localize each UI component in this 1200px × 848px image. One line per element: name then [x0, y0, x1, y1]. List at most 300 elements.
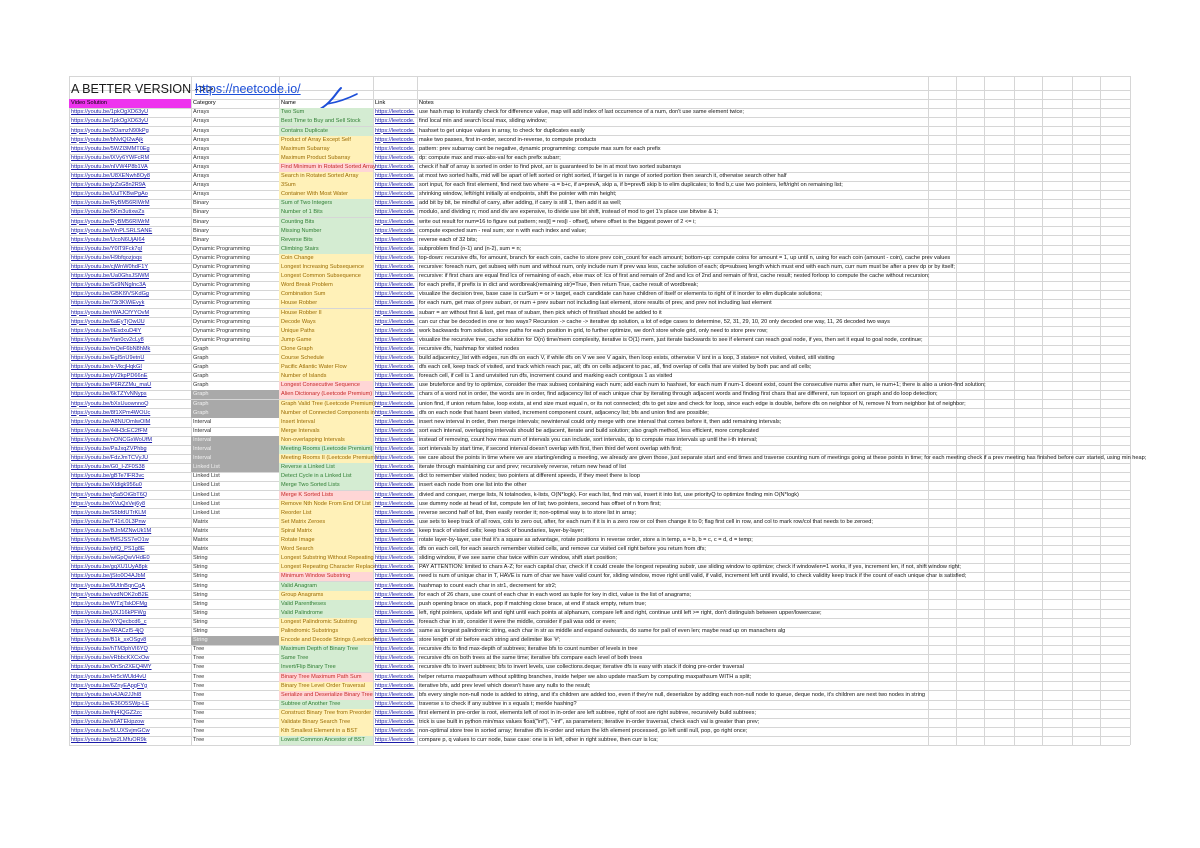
problem-name-cell: Same Tree [279, 654, 373, 663]
notes-cell: subproblem find (n-1) and (n-2), sum = n; [419, 245, 522, 252]
problem-name-cell: Sum of Two Integers [279, 199, 373, 208]
problem-name-cell: Insert Interval [279, 418, 373, 427]
category-cell: Dynamic Programming [193, 327, 250, 334]
problem-link-cell[interactable]: https://leetcode. [375, 136, 415, 143]
category-cell: String [191, 636, 279, 645]
notes-cell: for each of 26 chars, use count of each char in each word as tuple for key in dict, value is the list of anagrams; [419, 591, 692, 598]
category-cell: Linked List [191, 463, 279, 472]
problem-link-cell[interactable]: https://leetcode. [375, 364, 415, 371]
problem-name-cell: Reverse Bits [279, 236, 373, 245]
video-url-cell[interactable]: https://youtu.be/jJXJ16kPFWg [71, 609, 146, 616]
problem-link-cell[interactable]: https://leetcode. [375, 154, 415, 161]
notes-cell: we care about the points in time where we are starting/ending a meeting, we already are given those, just separate start and end times and traverse counting num of meetings going at these points in time; for each meeting check if a prev meeting has finished before curr started, using min heap; [419, 455, 1147, 462]
video-url-cell[interactable]: https://youtu.be/jzZsG8n2R9A [71, 182, 146, 189]
notes-cell: iterate through maintaining cur and prev; recursively reverse, return new head of list [419, 464, 627, 471]
video-url-cell[interactable]: https://youtu.be/9UtInBqnCgA [71, 582, 146, 589]
problem-link-cell[interactable]: https://leetcode. [375, 482, 415, 489]
category-cell: Tree [193, 682, 205, 689]
video-url-cell[interactable]: https://youtu.be/gBTe7lFR3vc [71, 473, 145, 480]
video-url-cell[interactable]: https://youtu.be/WTzjTskDFMg [71, 600, 148, 607]
video-url-cell[interactable]: https://youtu.be/PaJxqZVPhbg [71, 446, 147, 452]
notes-cell: check if half of array is sorted in order to find pivot, arr is guaranteed to be in at most two sorted subarrays [419, 163, 682, 170]
problem-link-cell[interactable]: https://leetcode. [375, 200, 415, 207]
problem-link-cell[interactable]: https://leetcode. [375, 127, 415, 134]
problem-link-cell[interactable]: https://leetcode. [375, 109, 415, 116]
header-category: Category [193, 100, 216, 106]
video-url-cell[interactable]: https://youtu.be/rWAJCfYYOvM [71, 309, 150, 316]
category-cell: String [193, 564, 208, 571]
category-cell: Graph [191, 390, 279, 399]
problem-name-cell: Palindromic Substrings [279, 627, 373, 636]
video-url-cell[interactable]: https://youtu.be/73r3KWiEvyk [71, 300, 145, 307]
problem-link-cell[interactable]: https://leetcode. [375, 673, 415, 680]
video-url-cell[interactable]: https://youtu.be/6aEyTjOwlJU [71, 318, 145, 325]
problem-name-cell: Number of Connected Components in [281, 409, 375, 416]
notes-cell: same as longest palindromic string, each char in str as middle and expand outwards, do same for pali of even len; maybe read up on manachers alg [419, 628, 786, 634]
problem-link-cell[interactable]: https://leetcode. [375, 236, 415, 243]
video-url-cell[interactable]: https://youtu.be/EgI5nU9etnU [71, 355, 145, 361]
video-url-cell[interactable]: https://youtu.be/gqXU1UyA8pk [71, 564, 148, 571]
notes-cell: shrinking window, left/right initially at endpoints, shift the pointer with min height; [419, 191, 617, 198]
category-cell: String [193, 609, 208, 616]
video-url-cell[interactable]: https://youtu.be/Hr5cWUld4vU [71, 673, 147, 680]
banner-link[interactable]: https://neetcode.io/ [195, 82, 301, 96]
category-cell: Dynamic Programming [193, 318, 250, 325]
notes-cell: union find, if union return false, loop exists, at end size must equal n, or its not connected; dfs to get size and check for loop, since each edge is double, before dfs on neighbor of N, remove N from neighbor list of neighbor; [419, 400, 966, 407]
grid-col-line [956, 76, 957, 745]
video-url-cell[interactable]: https://youtu.be/pV2kpPD66nE [71, 373, 148, 380]
problem-name-cell: Set Matrix Zeroes [279, 518, 373, 527]
notes-cell: recursive: if first chars are equal find lcs of remaining of each, else max of: lcs of first and remain of 2nd and lcs of 2nd and remain of first, cache result; nested forloop to compute the cache without recursion; [419, 273, 930, 280]
problem-link-cell[interactable]: https://leetcode. [375, 655, 415, 662]
notes-cell: use dummy node at head of list, compute len of list; two pointers, second has offset of n from first; [419, 500, 661, 507]
notes-cell: need is num of unique char in T, HAVE is num of char we have valid count for, sliding window, move right until valid, if valid, increment left until invalid, to check validity keep track if the count of each unique char is satisfied; [419, 573, 967, 580]
problem-name-cell: Alien Dictionary (Leetcode Premium) [281, 391, 373, 398]
problem-link-cell[interactable]: https://leetcode. [375, 409, 415, 416]
notes-cell: keep track of visited cells; keep track of boundaries, layer-by-layer; [419, 527, 585, 534]
category-cell: Arrays [193, 173, 210, 179]
video-url-cell[interactable]: https://youtu.be/s6ATEkipzow [71, 719, 145, 725]
category-cell: String [193, 591, 208, 598]
video-url-cell[interactable]: https://youtu.be/bNvIQI2wAjk [71, 136, 144, 143]
problem-name-cell: Longest Palindromic Substring [279, 618, 373, 627]
category-cell: Matrix [193, 537, 209, 543]
video-url-cell[interactable]: https://youtu.be/cjWnW0hdF1Y [71, 264, 149, 270]
problem-link-cell[interactable]: https://leetcode. [375, 254, 415, 261]
grid-col-line [1072, 76, 1073, 745]
video-url-cell[interactable]: https://youtu.be/q5a5OiGbT6Q [71, 491, 148, 498]
problem-name-cell: Coin Change [279, 254, 373, 263]
problem-link-cell[interactable]: https://leetcode. [375, 218, 415, 225]
header-link: Link [375, 100, 386, 106]
problem-link-cell[interactable]: https://leetcode. [375, 628, 415, 634]
category-cell: Graph [191, 400, 279, 409]
problem-name-cell: Reorder List [279, 509, 373, 518]
video-url-cell[interactable]: https://youtu.be/U8XENwh8Oy8 [71, 173, 150, 179]
category-cell: Graph [193, 382, 209, 389]
video-url-cell[interactable]: https://youtu.be/wiGpQwVHdE0 [71, 555, 150, 562]
problem-name-cell: 3Sum [279, 181, 373, 190]
notes-cell: iterative bfs, add prev level which doesn't have any nulls to the result; [419, 682, 591, 689]
category-cell: Interval [193, 418, 212, 425]
problem-name-cell: Two Sum [279, 108, 373, 117]
problem-name-cell: Best Time to Buy and Sell Stock [279, 117, 373, 126]
video-url-cell[interactable]: https://youtu.be/nIVW4P8b1VA [71, 163, 148, 170]
problem-link-cell[interactable]: https://leetcode. [375, 382, 415, 389]
problem-link-cell[interactable]: https://leetcode. [375, 173, 415, 179]
problem-link-cell[interactable]: https://leetcode. [375, 427, 415, 434]
category-cell: Linked List [193, 500, 220, 507]
video-url-cell[interactable]: https://youtu.be/H9bfqozjoqs [71, 254, 142, 261]
category-cell: String [193, 573, 208, 580]
notes-cell: dict to remember visited nodes; two pointers at different speeds, if they meet there is loop [419, 473, 640, 480]
category-cell: Tree [193, 655, 205, 662]
video-url-cell[interactable]: https://youtu.be/Ua0GhsJSlWM [71, 273, 150, 280]
problem-link-cell[interactable]: https://leetcode. [375, 282, 415, 289]
video-url-cell[interactable]: https://youtu.be/4RACzI5-4jQ [71, 628, 144, 634]
notes-cell: push opening brace on stack, pop if matching close brace, at end if stack empty, return true; [419, 600, 647, 607]
problem-link-cell[interactable]: https://leetcode. [375, 245, 415, 252]
video-url-cell[interactable]: https://youtu.be/6ZnyEApgFYg [71, 682, 148, 689]
problem-link-cell[interactable]: https://leetcode. [375, 418, 415, 425]
problem-name-cell: House Robber II [279, 309, 373, 318]
notes-cell: foreach char in str, consider it were the middle, consider if pali was odd or even; [419, 618, 617, 625]
problem-link-cell[interactable]: https://leetcode. [375, 446, 415, 452]
problem-link-cell[interactable]: https://leetcode. [375, 400, 415, 407]
video-url-cell[interactable]: https://youtu.be/fMSJSS7eO1w [71, 537, 149, 543]
notes-cell: recursive: foreach num, get subseq with num and without num, only include num if prev was less, cache solution of each; dp=subseq length which must end with each num, curr num must be after a prev dp or by itself; [419, 264, 955, 270]
category-cell: Linked List [193, 509, 220, 516]
category-cell: Arrays [193, 109, 210, 116]
notes-cell: make two passes, first in-order, second in-reverse, to compute products [419, 136, 597, 143]
category-cell: Tree [193, 664, 205, 671]
category-cell: Linked List [193, 482, 220, 489]
problem-link-cell[interactable]: https://leetcode. [375, 227, 415, 234]
category-cell: Dynamic Programming [193, 273, 250, 280]
problem-link-cell[interactable]: https://leetcode. [375, 327, 415, 334]
video-url-cell[interactable]: https://youtu.be/s-VkcjHqkGI [71, 364, 142, 371]
problem-link-cell[interactable]: https://leetcode. [375, 700, 415, 707]
category-cell: Arrays [193, 136, 210, 143]
video-url-cell[interactable]: https://youtu.be/nONCGxWoUfM [71, 436, 153, 443]
category-cell: Binary [193, 200, 209, 207]
video-url-cell[interactable]: https://youtu.be/1pkOgXD63yU [71, 109, 149, 116]
category-cell: String [193, 582, 208, 589]
problem-name-cell: Maximum Product Subarray [279, 154, 373, 163]
problem-name-cell: Container With Most Water [279, 190, 373, 199]
problem-name-cell: Valid Anagram [279, 582, 373, 591]
video-url-cell[interactable]: https://youtu.be/E36O5SWp-LE [71, 700, 150, 707]
problem-link-cell[interactable]: https://leetcode. [375, 491, 415, 498]
problem-name-cell: Graph Valid Tree (Leetcode Premium) [281, 400, 376, 407]
grid-col-line [1130, 76, 1131, 745]
video-url-cell[interactable]: https://youtu.be/RyBM56RIWrM [71, 200, 150, 207]
category-cell: Interval [191, 436, 279, 445]
problem-name-cell: Merge Intervals [279, 427, 373, 436]
problem-link-cell[interactable]: https://leetcode. [375, 273, 415, 280]
notes-cell: traverse s to check if any subtree in s equals t; merkle hashing? [419, 700, 577, 707]
video-url-cell[interactable]: https://youtu.be/Yan0cv2cLy8 [71, 336, 144, 343]
problem-link-cell[interactable]: https://leetcode. [375, 464, 415, 471]
video-url-cell[interactable]: https://youtu.be/BJnMZNwUk1M [71, 527, 152, 534]
category-cell: Tree [193, 691, 205, 698]
category-cell: Arrays [193, 145, 210, 152]
category-cell: Arrays [193, 163, 210, 170]
video-url-cell[interactable]: https://youtu.be/vRbbcKXCxOw [71, 655, 150, 662]
video-url-cell[interactable]: https://youtu.be/S5bfdUTrKLM [71, 509, 147, 516]
video-url-cell[interactable]: https://youtu.be/G0_I-ZF0S38 [71, 464, 145, 471]
problem-name-cell: Invert/Flip Binary Tree [279, 663, 373, 672]
problem-name-cell: Missing Number [279, 227, 373, 236]
category-cell: Dynamic Programming [193, 264, 250, 270]
video-url-cell[interactable]: https://youtu.be/44H3cEC2fFM [71, 427, 148, 434]
problem-link-cell[interactable]: https://leetcode. [375, 163, 415, 170]
grid-row-line [69, 76, 1130, 77]
category-cell: String [193, 555, 208, 562]
notes-cell: pattern: prev subarray cant be negative, dynamic programming: compute max sum for each prefix [419, 145, 661, 152]
problem-name-cell: Reverse a Linked List [279, 463, 373, 472]
video-url-cell[interactable]: https://youtu.be/XYQecbcd6_c [71, 618, 147, 625]
problem-link-cell[interactable]: https://leetcode. [375, 300, 415, 307]
grid-col-line [928, 76, 929, 745]
video-url-cell[interactable]: https://youtu.be/ihj4IQGZ2zc [71, 709, 142, 716]
video-url-cell[interactable]: https://youtu.be/6kTZYvNNyps [71, 391, 147, 398]
notes-cell: recursive dfs to invert subtrees; bfs to invert levels, use collections.deque; iterative dfs is easy with stack if doing pre-order traversal [419, 664, 744, 671]
problem-name-cell: Group Anagrams [279, 591, 373, 600]
problem-link-cell[interactable]: https://leetcode. [375, 646, 415, 653]
problem-name-cell: Kth Smallest Element in a BST [279, 727, 373, 736]
video-url-cell[interactable]: https://youtu.be/P6RZZMu_maU [71, 382, 152, 389]
notes-cell: build adjacentcy_list with edges, run dfs on each V, if while dfs on V we see V again, then loop exists, otherwise V isnt in a loop, 3 states= not visited, visited, still visiting [419, 355, 835, 361]
video-url-cell[interactable]: https://youtu.be/jSto0O4AJbM [71, 573, 146, 580]
problem-link-cell[interactable]: https://leetcode. [375, 118, 415, 125]
category-cell: Dynamic Programming [193, 300, 250, 307]
category-cell: Dynamic Programming [193, 245, 250, 252]
category-cell: Tree [193, 728, 205, 735]
problem-link-cell[interactable]: https://leetcode. [375, 473, 415, 480]
problem-link-cell[interactable]: https://leetcode. [375, 209, 415, 216]
problem-name-cell: Subtree of Another Tree [279, 700, 373, 709]
notes-cell: sort intervals by start time, if second interval doesn't overlap with first, then third def wont overlap with first; [419, 446, 682, 452]
problem-name-cell: Jump Game [279, 336, 373, 345]
category-cell: Matrix [193, 518, 209, 525]
header-notes: Notes [419, 100, 434, 106]
notes-cell: hashset to get unique values in array, to check for duplicates easily [419, 127, 585, 134]
problem-link-cell[interactable]: https://leetcode. [375, 291, 415, 298]
video-url-cell[interactable]: https://youtu.be/Sx9NNgInc3A [71, 282, 146, 289]
problem-link-cell[interactable]: https://leetcode. [375, 618, 415, 625]
problem-link-cell[interactable]: https://leetcode. [375, 373, 415, 380]
video-url-cell[interactable]: https://youtu.be/5LUXSvjmGCw [71, 728, 150, 735]
category-cell: Interval [191, 445, 279, 454]
category-cell: Dynamic Programming [193, 254, 250, 261]
problem-name-cell: Longest Repeating Character Replace [281, 564, 377, 571]
notes-cell: insert each node from one list into the other [419, 482, 527, 489]
problem-link-cell[interactable]: https://leetcode. [375, 527, 415, 534]
notes-cell: PAY ATTENTION: limited to chars A-Z; for each capital char, check if it could create the longest repeating substr, use sliding window to optimize; check if windowlen=1 works, if yes, increment len, if not, shift window right; [419, 564, 961, 571]
video-url-cell[interactable]: https://youtu.be/T41rL0L3Pnw [71, 518, 146, 525]
video-url-cell[interactable]: https://youtu.be/UcoN6UjAI64 [71, 236, 145, 243]
category-cell: Matrix [193, 546, 209, 553]
problem-name-cell: Pacific Atlantic Water Flow [279, 363, 373, 372]
problem-name-cell: Valid Parentheses [279, 600, 373, 609]
problem-link-cell[interactable]: https://leetcode. [375, 500, 415, 507]
problem-link-cell[interactable]: https://leetcode. [375, 309, 415, 316]
notes-cell: for each num, get max of prev subarr, or num + prev subarr not including last element, store results of prev, and prev not including last element [419, 300, 772, 307]
category-cell: Linked List [193, 491, 220, 498]
problem-link-cell[interactable]: https://leetcode. [375, 546, 415, 553]
category-cell: Graph [193, 364, 209, 371]
problem-name-cell: Number of Islands [279, 372, 373, 381]
problem-name-cell: Find Minimum in Rotated Sorted Array [281, 163, 376, 170]
notes-cell: sort input, for each first element, find next two where -a = b+c, if a=prevA, skip a, if b=prevB skip b to elim duplicates; to find b,c use two pointers, left/right on remaining list; [419, 182, 843, 189]
video-url-cell[interactable]: https://youtu.be/mQeF6bN8hMk [71, 345, 151, 352]
category-cell: Graph [193, 373, 209, 380]
problem-link-cell[interactable]: https://leetcode. [375, 518, 415, 525]
problem-name-cell: Meeting Rooms II (Leetcode Premium) [281, 455, 378, 462]
problem-name-cell: Climbing Stairs [279, 245, 373, 254]
problem-link-cell[interactable]: https://leetcode. [375, 709, 415, 716]
video-url-cell[interactable]: https://youtu.be/OnSn2XEQ4MY [71, 664, 152, 671]
category-cell: Arrays [193, 191, 210, 198]
video-url-cell[interactable]: https://youtu.be/GBKI9VSKdGg [71, 291, 150, 298]
video-url-cell[interactable]: https://youtu.be/5Km3utixwZs [71, 209, 145, 216]
problem-link-cell[interactable]: https://leetcode. [375, 455, 415, 462]
problem-link-cell[interactable]: https://leetcode. [375, 391, 415, 398]
notes-cell: foreach cell, if cell is 1 and unvisited run dfs, increment cound and marking each contigous 1 as visited [419, 373, 673, 380]
problem-link-cell[interactable]: https://leetcode. [375, 555, 415, 562]
video-url-cell[interactable]: https://youtu.be/1pkOgXD63yU [71, 118, 149, 125]
problem-link-cell[interactable]: https://leetcode. [375, 182, 415, 189]
video-url-cell[interactable]: https://youtu.be/B1k_sxOSgv8 [71, 637, 147, 644]
video-url-cell[interactable]: https://youtu.be/vzdNOK2oB2E [71, 591, 149, 598]
category-cell: Tree [193, 709, 205, 716]
video-url-cell[interactable]: https://youtu.be/pfiQ_PS1g8E [71, 546, 145, 553]
problem-link-cell[interactable]: https://leetcode. [375, 345, 415, 352]
category-cell: Graph [193, 345, 209, 352]
problem-link-cell[interactable]: https://leetcode. [375, 591, 415, 598]
problem-link-cell[interactable]: https://leetcode. [375, 600, 415, 607]
problem-name-cell: Rotate Image [279, 536, 373, 545]
video-url-cell[interactable]: https://youtu.be/XVuQxVej6y8 [71, 500, 146, 507]
notes-cell: instead of removing, count how max num of intervals you can include, sort intervals, dp to compute max intervals up until the i-th interval; [419, 436, 758, 443]
category-cell: Linked List [193, 473, 220, 480]
problem-link-cell[interactable]: https://leetcode. [375, 436, 415, 443]
problem-name-cell: Clone Graph [279, 345, 373, 354]
notes-cell: first element in pre-order is root, elements left of root in in-order are left subtree, right of root are right subtree, recursively build subtrees; [419, 709, 757, 716]
video-url-cell[interactable]: https://youtu.be/3OamzN90kPg [71, 127, 149, 134]
notes-cell: trick is use built in python min/max values float("inf"), "-inf", as parameters; iterative in-order traversal, check each val is greater than prev; [419, 719, 760, 725]
problem-link-cell[interactable]: https://leetcode. [375, 719, 415, 725]
problem-name-cell: Non-overlapping Intervals [279, 436, 373, 445]
problem-link-cell[interactable]: https://leetcode. [375, 336, 415, 343]
video-url-cell[interactable]: https://youtu.be/WnPLSRLSANE [71, 227, 153, 234]
video-url-cell[interactable]: https://youtu.be/UuiTKBwPgAo [71, 191, 148, 198]
notes-cell: left, right pointers, update left and right until each points at alphanum, compare left and right, continue until left >= right, don't distinguish between upper/lowercase; [419, 609, 822, 616]
category-cell: Binary [193, 218, 209, 225]
problem-link-cell[interactable]: https://leetcode. [375, 664, 415, 671]
problem-link-cell[interactable]: https://leetcode. [375, 509, 415, 516]
video-url-cell[interactable]: https://youtu.be/8f1XPm4WOUc [71, 409, 151, 416]
problem-link-cell[interactable]: https://leetcode. [375, 737, 415, 744]
notes-cell: rotate layer-by-layer, use that it's a square as advantage, rotate positions in reverse order, store a in temp, a = b, b = c, c = d, d = temp; [419, 537, 753, 543]
problem-link-cell[interactable]: https://leetcode. [375, 564, 415, 571]
notes-cell: modulo, and dividing n; mod and div are expensive, to divide use bit shift, instead of mod to get 1's place use bitwise & 1; [419, 209, 719, 216]
video-url-cell[interactable]: https://youtu.be/A8NUOmlwOlM [71, 418, 151, 425]
notes-cell: write out result for num=16 to figure out pattern; res[i] = res[i - offset], where offset is the biggest power of 2 <= i; [419, 218, 696, 225]
notes-cell: non-optimal store tree in sorted array; iterative dfs in-order and return the kth element processed, go left until null, pop, go right once; [419, 728, 748, 735]
problem-link-cell[interactable]: https://leetcode. [375, 691, 415, 698]
header-name: Name [281, 100, 296, 106]
problem-link-cell[interactable]: https://leetcode. [375, 318, 415, 325]
category-cell: Tree [193, 673, 205, 680]
video-url-cell[interactable]: https://youtu.be/u4JAi2JJhI8 [71, 691, 142, 698]
problem-name-cell: Maximum Subarray [279, 145, 373, 154]
problem-link-cell[interactable]: https://leetcode. [375, 355, 415, 361]
problem-link-cell[interactable]: https://leetcode. [375, 264, 415, 270]
problem-name-cell: Construct Binary Tree from Preorder [281, 709, 372, 716]
problem-link-cell[interactable]: https://leetcode. [375, 637, 415, 644]
notes-cell: compare p, q values to curr node, base case: one is in left, other in right subtree, then curr is lca; [419, 737, 658, 744]
notes-cell: work backwards from solution, store paths for each position in grid, to further optimize, we don't store whole grid, only need to store prev row; [419, 327, 768, 334]
problem-link-cell[interactable]: https://leetcode. [375, 573, 415, 580]
category-cell: Dynamic Programming [193, 282, 250, 289]
video-url-cell[interactable]: https://youtu.be/lXVy6YWFcRM [71, 154, 150, 161]
video-url-cell[interactable]: https://youtu.be/5WZl3MMT0Eg [71, 145, 150, 152]
notes-cell: reverse each of 32 bits; [419, 236, 478, 243]
category-cell: String [193, 628, 208, 634]
category-cell: Arrays [193, 182, 210, 189]
video-url-cell[interactable]: https://youtu.be/gs2LMfuOR9k [71, 737, 147, 744]
video-url-cell[interactable]: https://youtu.be/hTM3phVI6YQ [71, 646, 148, 653]
problem-name-cell: Remove Nth Node From End Of List [279, 500, 373, 509]
problem-link-cell[interactable]: https://leetcode. [375, 609, 415, 616]
notes-cell: chars of a word not in order, the words are in order, find adjacency list of each unique char by iterating through adjacent words and finding first chars that are different, run topsort on graph and do loop detection; [419, 391, 938, 398]
problem-name-cell: Validate Binary Search Tree [279, 718, 373, 727]
problem-name-cell: Maximum Depth of Binary Tree [279, 645, 373, 654]
video-url-cell[interactable]: https://youtu.be/XIdigk956u0 [71, 482, 142, 489]
video-url-cell[interactable]: https://youtu.be/Y0lT9Fck7qI [71, 245, 143, 252]
problem-name-cell: Counting Bits [279, 218, 373, 227]
notes-cell: subarr = arr without first & last, get max of subarr, then pick which of first/last should be added to it [419, 309, 662, 316]
problem-name-cell: Merge K Sorted Lists [279, 491, 373, 500]
problem-name-cell: Combination Sum [279, 290, 373, 299]
video-url-cell[interactable]: https://youtu.be/IlEsdxuD4lY [71, 327, 142, 334]
problem-name-cell: Search in Rotated Sorted Array [279, 172, 373, 181]
notes-cell: recursive dfs, hashmap for visited nodes [419, 345, 520, 352]
notes-cell: dfs on each node that hasnt been visited, increment component count, adjacency list; bfs and union find are possible; [419, 409, 709, 416]
category-cell: Arrays [193, 127, 210, 134]
problem-link-cell[interactable]: https://leetcode. [375, 537, 415, 543]
category-cell: Tree [193, 737, 205, 744]
video-url-cell[interactable]: https://youtu.be/bXsUuownnoQ [71, 400, 149, 407]
problem-name-cell: Serialize and Deserialize Binary Tree [281, 691, 373, 698]
problem-link-cell[interactable]: https://leetcode. [375, 728, 415, 735]
category-cell: Tree [193, 719, 205, 725]
category-cell: Arrays [193, 118, 210, 125]
banner-text: A BETTER VERSION ->> [71, 82, 214, 96]
category-cell: Dynamic Programming [193, 309, 250, 316]
problem-link-cell[interactable]: https://leetcode. [375, 682, 415, 689]
video-url-cell[interactable]: https://youtu.be/RyBM56RIWrM [71, 218, 150, 225]
video-url-cell[interactable]: https://youtu.be/FdzJmTCVyJU [71, 455, 149, 462]
problem-link-cell[interactable]: https://leetcode. [375, 191, 415, 198]
notes-cell: add bit by bit, be mindful of carry, after adding, if carry is still 1, then add it as well; [419, 200, 622, 207]
notes-cell: dfs each cell, keep track of visited, and track which reach pac, atl; dfs on cells adjacent to pac, atl, find overlap of cells that are visited by both pac and atl cells; [419, 364, 812, 371]
problem-link-cell[interactable]: https://leetcode. [375, 145, 415, 152]
notes-cell: dfs on each cell, for each search remember visited cells, and remove cur visited cell right before you return from dfs; [419, 546, 706, 553]
problem-link-cell[interactable]: https://leetcode. [375, 582, 415, 589]
